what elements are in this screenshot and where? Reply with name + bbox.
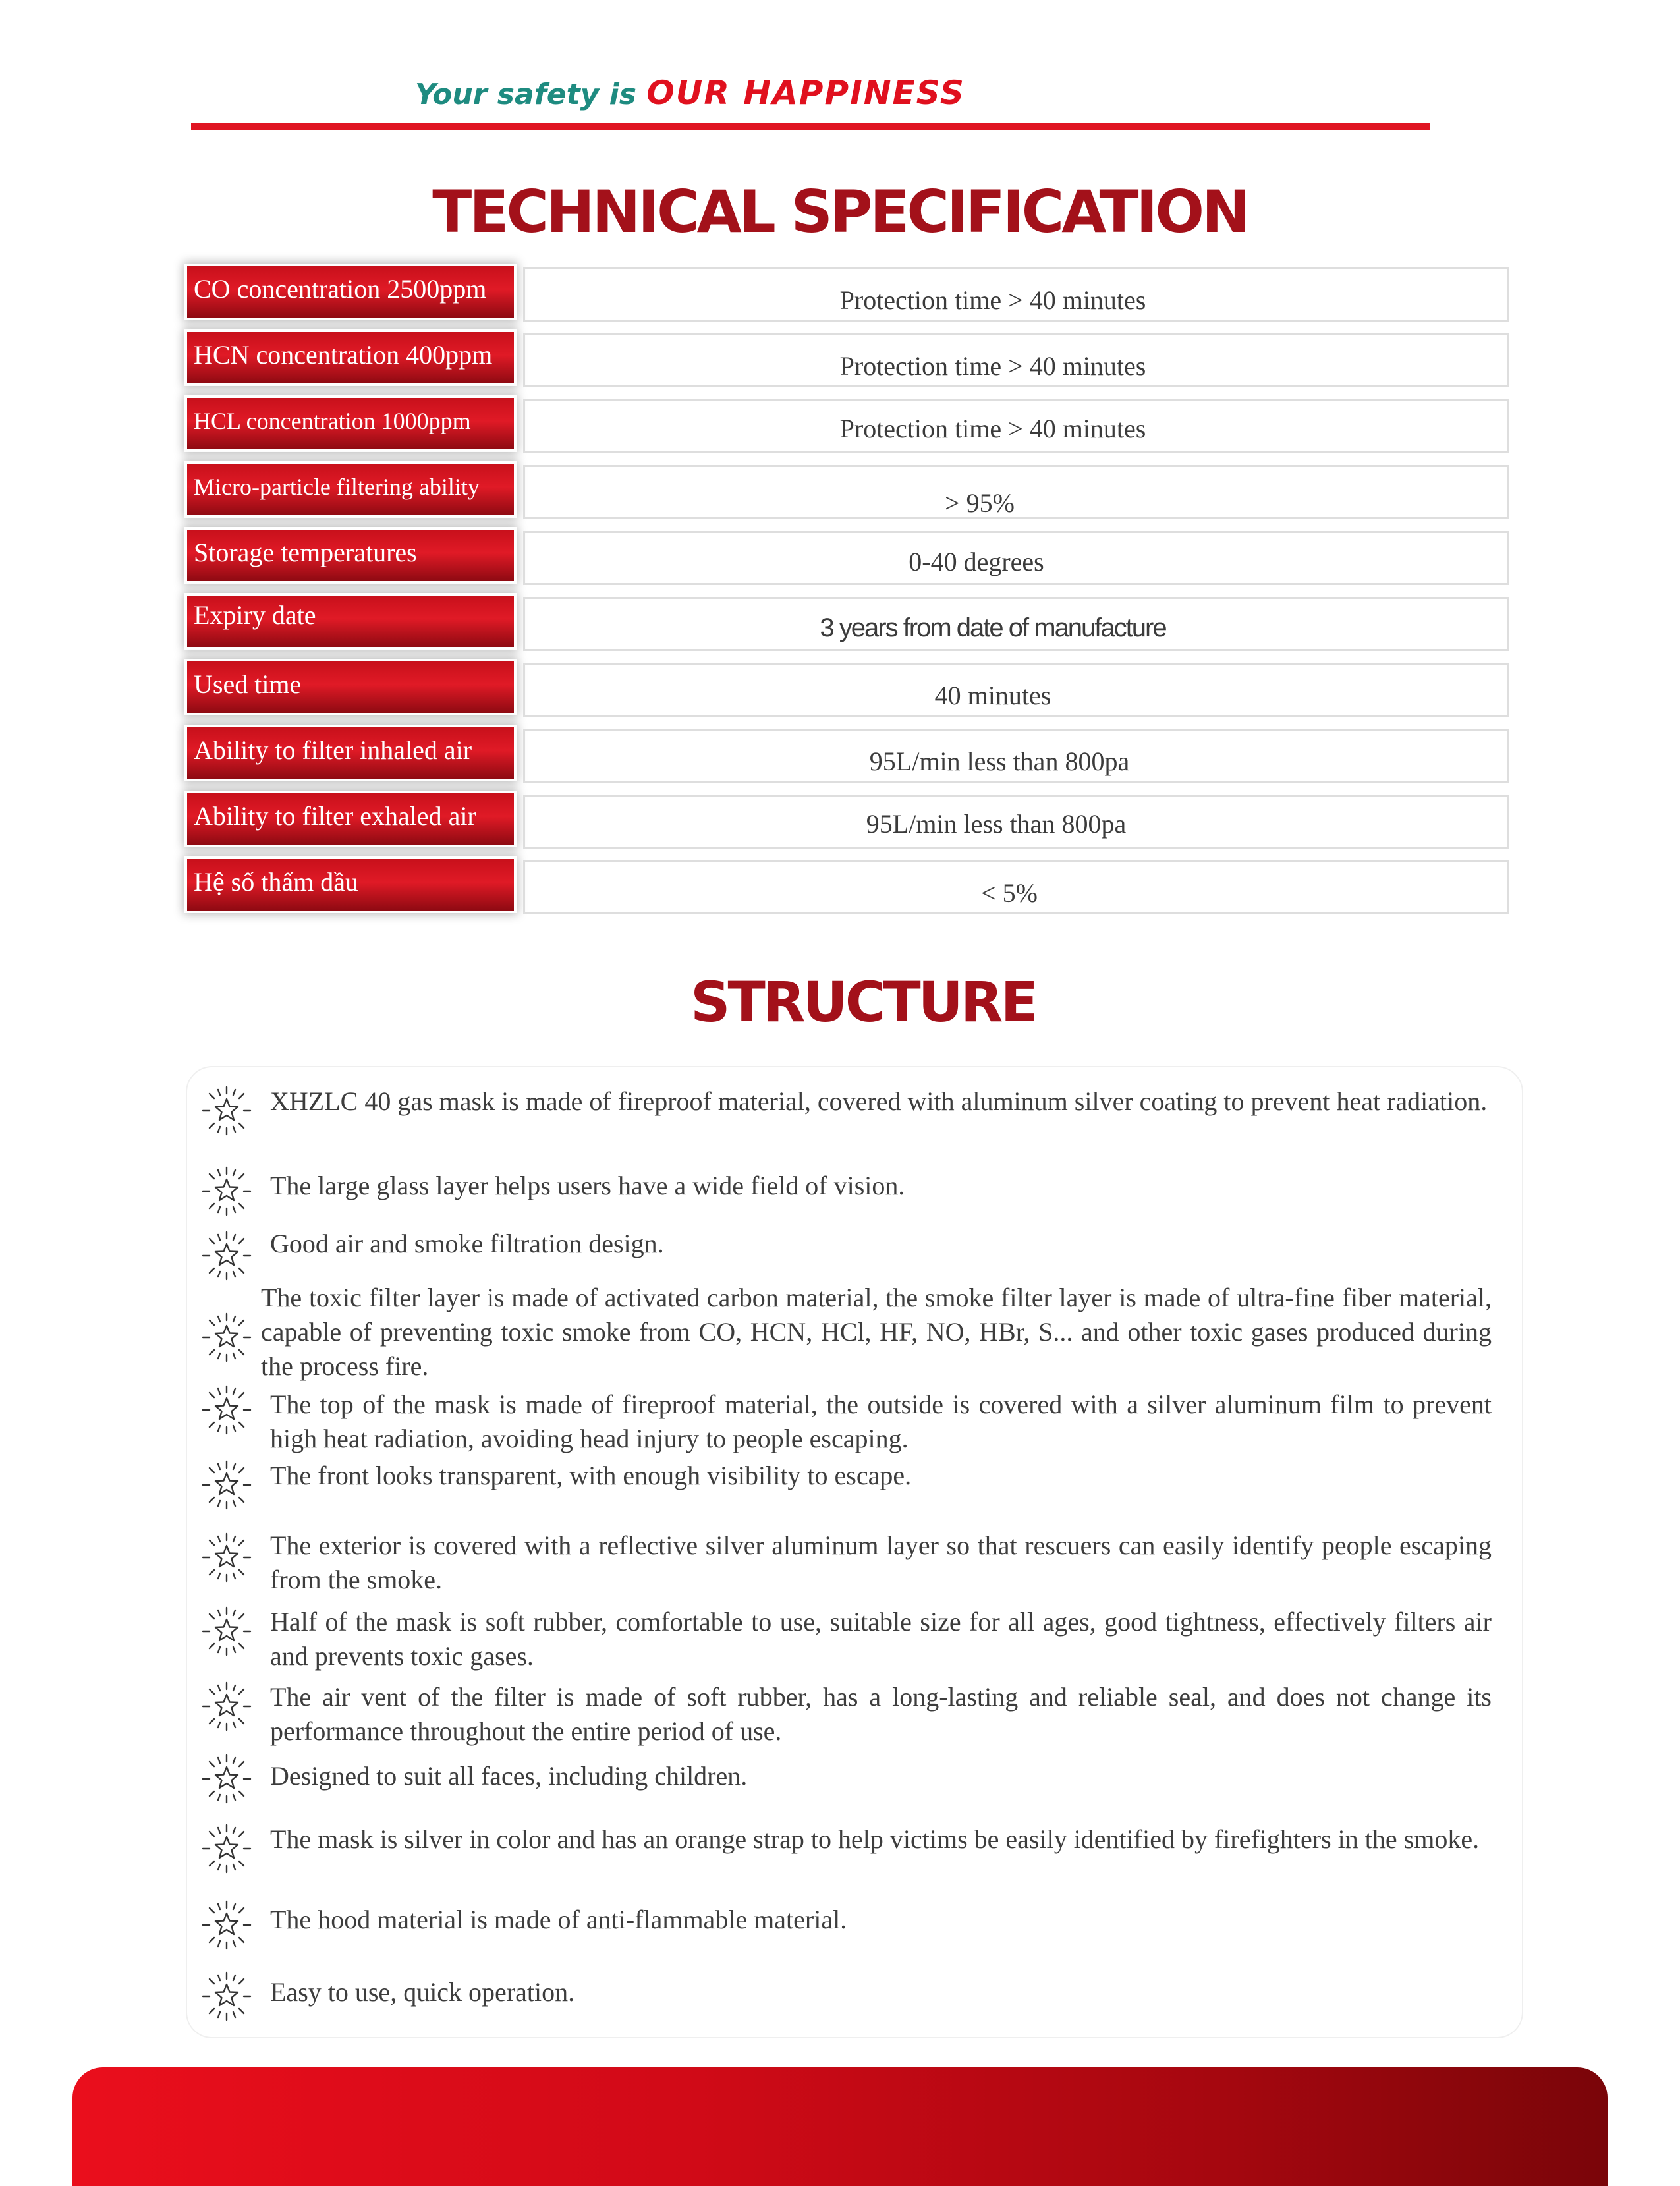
spec-title: TECHNICAL SPECIFICATION — [432, 178, 1248, 246]
spec-label: HCN concentration 400ppm — [187, 332, 514, 383]
spec-row — [184, 658, 1509, 723]
spec-value: > 95% — [523, 465, 1509, 519]
spec-row — [184, 262, 1509, 328]
spec-value: Protection time > 40 minutes — [523, 267, 1509, 322]
spec-value: 40 minutes — [523, 663, 1509, 717]
spec-row — [184, 855, 1509, 921]
spec-row — [184, 460, 1509, 526]
structure-item-text: The exterior is covered with a reflective silver aluminum layer so that rescuers can easily identify people escaping from the smoke. — [270, 1530, 1492, 1594]
structure-item-text: The toxic filter layer is made of activated carbon material, the smoke filter layer is made of ultra-fine fiber material, capable of preventing toxic smoke from CO, HCN, HCl, HF, NO, HBr, S... and other toxic gases produced during the process fire. — [261, 1283, 1492, 1381]
star-burst-icon — [200, 1822, 253, 1875]
spec-label: CO concentration 2500ppm — [187, 266, 514, 318]
spec-label: HCL concentration 1000ppm — [187, 398, 514, 449]
spec-label: Ability to filter inhaled air — [187, 727, 514, 779]
spec-label: Expiry date — [187, 596, 514, 647]
spec-label: Storage temperatures — [187, 530, 514, 581]
spec-value: Protection time > 40 minutes — [523, 399, 1509, 453]
tagline-part2: OUR HAPPINESS — [646, 74, 965, 112]
spec-value: 0-40 degrees — [523, 531, 1509, 585]
spec-value: 3 years from date of manufacture — [523, 597, 1509, 651]
structure-title: STRUCTURE — [690, 970, 1036, 1034]
spec-label: Micro-particle filtering ability — [187, 464, 514, 515]
star-burst-icon — [200, 1605, 253, 1658]
star-burst-icon — [200, 1165, 253, 1218]
structure-item-text: The front looks transparent, with enough visibility to escape. — [270, 1461, 912, 1490]
spec-table — [184, 262, 1509, 921]
structure-item-text: The air vent of the filter is made of soft rubber, has a long-lasting and reliable seal, and does not change its performance throughout the entire period of use. — [270, 1682, 1492, 1746]
spec-row — [184, 526, 1509, 592]
tagline-part1: Your safety is — [415, 78, 647, 111]
star-burst-icon — [200, 1752, 253, 1805]
spec-label: Hệ số thấm dầu — [187, 859, 514, 911]
star-burst-icon — [200, 1384, 253, 1436]
structure-item-text: The mask is silver in color and has an orange strap to help victims be easily identified by firefighters in the smoke. — [270, 1824, 1480, 1854]
spec-row — [184, 394, 1509, 460]
spec-row — [184, 789, 1509, 855]
star-burst-icon — [200, 1970, 253, 2023]
spec-value: 95L/min less than 800pa — [523, 795, 1509, 849]
header-rule — [191, 123, 1430, 130]
spec-value: Protection time > 40 minutes — [523, 333, 1509, 387]
structure-item-text: The large glass layer helps users have a wide field of vision. — [270, 1171, 905, 1200]
spec-value: < 5% — [523, 860, 1509, 914]
spec-label: Used time — [187, 661, 514, 713]
structure-item-text: Good air and smoke filtration design. — [270, 1229, 664, 1258]
structure-item-text: The hood material is made of anti-flammable material. — [270, 1905, 847, 1934]
star-burst-icon — [200, 1899, 253, 1951]
star-burst-icon — [200, 1680, 253, 1733]
star-burst-icon — [200, 1531, 253, 1584]
structure-item-text: XHZLC 40 gas mask is made of fireproof material, covered with aluminum silver coating to prevent heat radiation. — [270, 1086, 1488, 1116]
structure-item-text: Designed to suit all faces, including children. — [270, 1761, 748, 1791]
spec-row — [184, 592, 1509, 658]
spec-row — [184, 328, 1509, 394]
star-burst-icon — [200, 1229, 253, 1282]
structure-item-text: Easy to use, quick operation. — [270, 1977, 575, 2007]
spec-label: Ability to filter exhaled air — [187, 793, 514, 845]
structure-item-text: The top of the mask is made of fireproof material, the outside is covered with a silver aluminum film to prevent high heat radiation, avoiding head injury to people escaping. — [270, 1389, 1492, 1453]
spec-value: 95L/min less than 800pa — [523, 729, 1509, 783]
spec-row — [184, 723, 1509, 789]
star-burst-icon — [200, 1311, 253, 1364]
tagline — [415, 74, 965, 120]
star-burst-icon — [200, 1459, 253, 1511]
star-burst-icon — [200, 1084, 253, 1137]
structure-item-text: Half of the mask is soft rubber, comfortable to use, suitable size for all ages, good tightness, effectively filters air and prevents toxic gases. — [270, 1607, 1492, 1671]
footer-band — [72, 2067, 1608, 2186]
